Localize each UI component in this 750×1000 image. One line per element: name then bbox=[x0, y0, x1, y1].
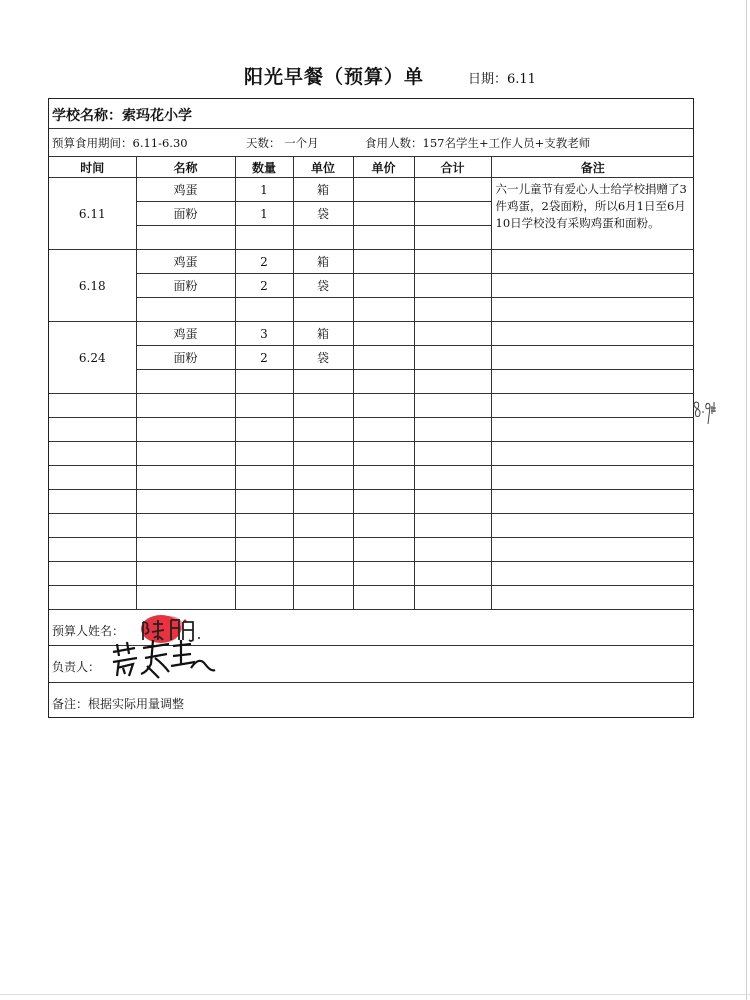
quantity-cell: 3 bbox=[235, 322, 293, 346]
total-cell bbox=[414, 346, 491, 370]
empty-cell bbox=[293, 586, 353, 610]
empty-cell bbox=[49, 442, 136, 466]
table-row bbox=[49, 274, 694, 298]
empty-cell bbox=[235, 418, 293, 442]
remark-cell bbox=[491, 250, 694, 274]
time-cell: 6.24 bbox=[49, 322, 136, 394]
total-cell bbox=[414, 226, 491, 250]
unit-cell: 袋 bbox=[293, 202, 353, 226]
empty-cell bbox=[491, 394, 694, 418]
empty-cell bbox=[136, 538, 235, 562]
table-row bbox=[49, 322, 694, 346]
empty-cell bbox=[491, 418, 694, 442]
quantity-cell: 2 bbox=[235, 274, 293, 298]
column-header: 备注 bbox=[491, 157, 694, 178]
margin-handwritten-note bbox=[690, 398, 718, 432]
empty-table-row bbox=[49, 514, 694, 538]
unit-price-cell bbox=[353, 202, 414, 226]
quantity-cell bbox=[235, 370, 293, 394]
empty-cell bbox=[353, 514, 414, 538]
item-name-cell bbox=[136, 370, 235, 394]
empty-cell bbox=[235, 586, 293, 610]
empty-cell bbox=[353, 562, 414, 586]
empty-cell bbox=[414, 466, 491, 490]
unit-cell: 箱 bbox=[293, 322, 353, 346]
empty-cell bbox=[353, 394, 414, 418]
responsible-row bbox=[49, 645, 693, 682]
column-header: 合计 bbox=[414, 157, 491, 178]
column-header: 时间 bbox=[49, 157, 136, 178]
total-cell bbox=[414, 298, 491, 322]
empty-cell bbox=[49, 418, 136, 442]
quantity-cell: 2 bbox=[235, 346, 293, 370]
empty-cell bbox=[136, 442, 235, 466]
empty-cell bbox=[49, 538, 136, 562]
empty-table-row bbox=[49, 466, 694, 490]
empty-cell bbox=[293, 514, 353, 538]
empty-cell bbox=[235, 538, 293, 562]
empty-cell bbox=[293, 490, 353, 514]
item-name-cell: 鸡蛋 bbox=[136, 322, 235, 346]
item-name-cell: 面粉 bbox=[136, 274, 235, 298]
item-name-cell: 鸡蛋 bbox=[136, 250, 235, 274]
table-row bbox=[49, 346, 694, 370]
empty-cell bbox=[414, 418, 491, 442]
empty-cell bbox=[414, 490, 491, 514]
unit-price-cell bbox=[353, 346, 414, 370]
unit-price-cell bbox=[353, 322, 414, 346]
remark-cell bbox=[491, 322, 694, 346]
table-row bbox=[49, 370, 694, 394]
school-name: 学校名称：索玛花小学 bbox=[52, 108, 192, 124]
empty-cell bbox=[414, 514, 491, 538]
empty-cell bbox=[414, 442, 491, 466]
empty-cell bbox=[49, 490, 136, 514]
quantity-cell: 2 bbox=[235, 250, 293, 274]
empty-cell bbox=[353, 490, 414, 514]
scan-edge-bottom bbox=[0, 994, 750, 995]
unit-cell: 箱 bbox=[293, 178, 353, 202]
item-name-cell: 鸡蛋 bbox=[136, 178, 235, 202]
total-cell bbox=[414, 370, 491, 394]
note-row bbox=[49, 682, 693, 719]
empty-cell bbox=[491, 442, 694, 466]
people-count: 食用人数：157名学生+工作人员+支教老师 bbox=[365, 136, 591, 150]
empty-table-row bbox=[49, 586, 694, 610]
empty-cell bbox=[136, 466, 235, 490]
empty-cell bbox=[136, 562, 235, 586]
empty-table-row bbox=[49, 538, 694, 562]
empty-cell bbox=[49, 586, 136, 610]
document-title: 阳光早餐（预算）单 bbox=[244, 66, 425, 88]
budget-form bbox=[48, 98, 694, 718]
empty-cell bbox=[136, 394, 235, 418]
empty-cell bbox=[49, 562, 136, 586]
total-cell bbox=[414, 202, 491, 226]
item-name-cell bbox=[136, 298, 235, 322]
empty-cell bbox=[136, 514, 235, 538]
empty-cell bbox=[353, 466, 414, 490]
table-row bbox=[49, 250, 694, 274]
time-cell: 6.18 bbox=[49, 250, 136, 322]
empty-table-row bbox=[49, 418, 694, 442]
quantity-cell bbox=[235, 298, 293, 322]
remark-cell bbox=[491, 274, 694, 298]
responsible-signature bbox=[107, 634, 217, 682]
empty-cell bbox=[491, 466, 694, 490]
empty-table-row bbox=[49, 490, 694, 514]
empty-cell bbox=[235, 562, 293, 586]
time-cell: 6.11 bbox=[49, 178, 136, 250]
unit-cell: 箱 bbox=[293, 250, 353, 274]
empty-cell bbox=[414, 586, 491, 610]
days-count: 天数： 一个月 bbox=[246, 136, 319, 150]
total-cell bbox=[414, 274, 491, 298]
total-cell bbox=[414, 250, 491, 274]
empty-cell bbox=[235, 466, 293, 490]
school-name-row bbox=[49, 99, 693, 129]
empty-cell bbox=[136, 586, 235, 610]
budget-period: 预算食用期间：6.11-6.30 bbox=[52, 136, 188, 150]
column-header: 单价 bbox=[353, 157, 414, 178]
empty-cell bbox=[414, 394, 491, 418]
note-text: 备注：根据实际用量调整 bbox=[52, 697, 185, 711]
remark-cell: 六一儿童节有爱心人士给学校捐赠了3件鸡蛋，2袋面粉，所以6月1日至6月10日学校没有采购鸡蛋和面粉。 bbox=[491, 178, 694, 250]
empty-cell bbox=[353, 586, 414, 610]
empty-cell bbox=[136, 490, 235, 514]
empty-cell bbox=[235, 394, 293, 418]
empty-cell bbox=[353, 538, 414, 562]
quantity-cell: 1 bbox=[235, 202, 293, 226]
unit-cell: 袋 bbox=[293, 346, 353, 370]
empty-cell bbox=[491, 490, 694, 514]
empty-cell bbox=[491, 586, 694, 610]
unit-cell: 袋 bbox=[293, 274, 353, 298]
empty-cell bbox=[353, 442, 414, 466]
empty-cell bbox=[235, 514, 293, 538]
unit-cell bbox=[293, 298, 353, 322]
empty-cell bbox=[136, 418, 235, 442]
empty-cell bbox=[414, 538, 491, 562]
responsible-label: 负责人： bbox=[52, 660, 101, 674]
empty-cell bbox=[293, 466, 353, 490]
empty-cell bbox=[491, 538, 694, 562]
unit-price-cell bbox=[353, 178, 414, 202]
budget-table bbox=[49, 157, 694, 610]
info-row bbox=[49, 129, 693, 157]
unit-price-cell bbox=[353, 298, 414, 322]
column-header: 名称 bbox=[136, 157, 235, 178]
column-header: 单位 bbox=[293, 157, 353, 178]
item-name-cell: 面粉 bbox=[136, 202, 235, 226]
table-header-row bbox=[49, 157, 694, 178]
total-cell bbox=[414, 322, 491, 346]
item-name-cell bbox=[136, 226, 235, 250]
document-date: 日期：6.11 bbox=[468, 72, 536, 87]
quantity-cell: 1 bbox=[235, 178, 293, 202]
empty-cell bbox=[293, 442, 353, 466]
empty-cell bbox=[491, 562, 694, 586]
column-header: 数量 bbox=[235, 157, 293, 178]
empty-cell bbox=[49, 394, 136, 418]
remark-cell bbox=[491, 346, 694, 370]
empty-cell bbox=[293, 394, 353, 418]
unit-price-cell bbox=[353, 274, 414, 298]
empty-cell bbox=[353, 418, 414, 442]
empty-cell bbox=[49, 514, 136, 538]
empty-cell bbox=[293, 418, 353, 442]
unit-price-cell bbox=[353, 370, 414, 394]
remark-cell bbox=[491, 370, 694, 394]
quantity-cell bbox=[235, 226, 293, 250]
budget-person-label: 预算人姓名： bbox=[52, 624, 125, 638]
unit-price-cell bbox=[353, 226, 414, 250]
empty-cell bbox=[293, 562, 353, 586]
unit-price-cell bbox=[353, 250, 414, 274]
empty-cell bbox=[293, 538, 353, 562]
empty-cell bbox=[491, 514, 694, 538]
remark-cell bbox=[491, 298, 694, 322]
empty-cell bbox=[414, 562, 491, 586]
document-header bbox=[0, 62, 750, 92]
table-row bbox=[49, 298, 694, 322]
item-name-cell: 面粉 bbox=[136, 346, 235, 370]
empty-table-row bbox=[49, 394, 694, 418]
total-cell bbox=[414, 178, 491, 202]
unit-cell bbox=[293, 226, 353, 250]
empty-table-row bbox=[49, 562, 694, 586]
empty-cell bbox=[49, 466, 136, 490]
empty-cell bbox=[235, 442, 293, 466]
scan-edge bbox=[746, 0, 747, 1000]
empty-table-row bbox=[49, 442, 694, 466]
table-row bbox=[49, 178, 694, 202]
empty-cell bbox=[235, 490, 293, 514]
unit-cell bbox=[293, 370, 353, 394]
